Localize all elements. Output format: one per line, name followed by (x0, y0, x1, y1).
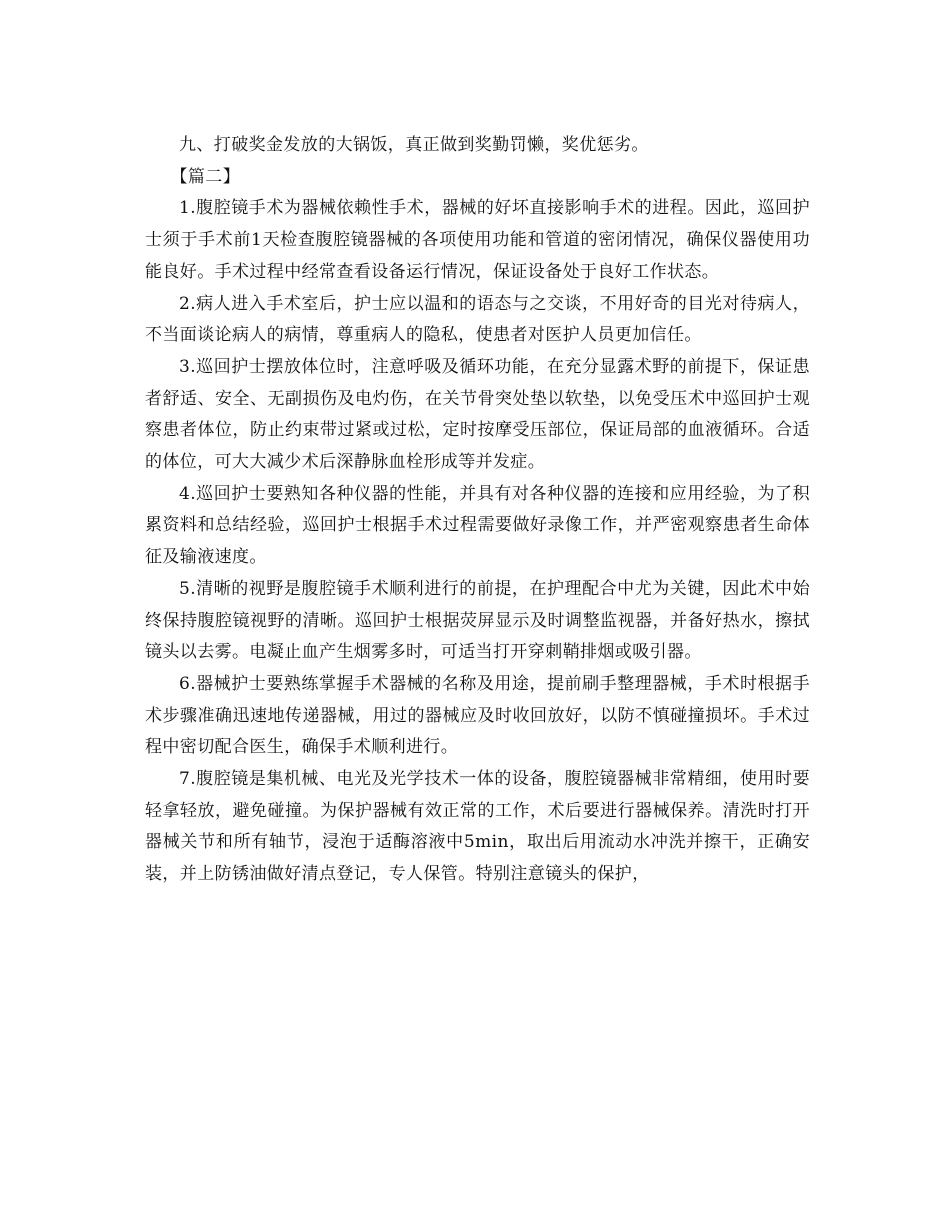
paragraph-4: 4.巡回护士要熟知各种仪器的性能，并具有对各种仪器的连接和应用经验，为了积累资料和总结经验，巡回护士根据手术过程需要做好录像工作，并严密观察患者生命体征及输液速度。 (145, 483, 810, 568)
paragraph-3: 3.巡回护士摆放体位时，注意呼吸及循环功能，在充分显露术野的前提下，保证患者舒适、安全、无副损伤及电灼伤，在关节骨突处垫以软垫，以免受压术中巡回护士观察患者体位，防止约束带过紧或过松，定时按摩受压部位，保证局部的血液循环。合适的体位，可大大减少术后深静脉血栓形成等并发症。 (145, 356, 810, 473)
paragraph-2: 2.病人进入手术室后，护士应以温和的语态与之交谈，不用好奇的目光对待病人，不当面谈论病人的病情，尊重病人的隐私，使患者对医护人员更加信任。 (145, 293, 810, 346)
section-heading: 【篇二】 (170, 166, 241, 187)
paragraph-5: 5.清晰的视野是腹腔镜手术顺利进行的前提，在护理配合中尤为关键，因此术中始终保持腹腔镜视野的清晰。巡回护士根据荧屏显示及时调整监视器，并备好热水，擦拭镜头以去雾。电凝止血产生烟雾多时，可适当打开穿刺鞘排烟或吸引器。 (145, 578, 810, 663)
paragraph-nine: 九、打破奖金发放的大锅饭，真正做到奖勤罚懒，奖优惩劣。 (179, 135, 649, 155)
paragraph-6: 6.器械护士要熟练掌握手术器械的名称及用途，提前刷手整理器械，手术时根据手术步骤准确迅速地传递器械，用过的器械应及时收回放好，以防不慎碰撞损坏。手术过程中密切配合医生，确保手术顺利进行。 (145, 673, 810, 758)
paragraph-7: 7.腹腔镜是集机械、电光及光学技术一体的设备，腹腔镜器械非常精细，使用时要轻拿轻放，避免碰撞。为保护器械有效正常的工作，术后要进行器械保养。清洗时打开器械关节和所有轴节，浸泡于适酶溶液中5min，取出后用流动水冲洗并擦干，正确安装，并上防锈油做好清点登记，专人保管。特别注意镜头的保护， (145, 769, 810, 885)
paragraph-1: 1.腹腔镜手术为器械依赖性手术，器械的好坏直接影响手术的进程。因此，巡回护士须于手术前1天检查腹腔镜器械的各项使用功能和管道的密闭情况，确保仪器使用功能良好。手术过程中经常查看设备运行情况，保证设备处于良好工作状态。 (145, 198, 810, 282)
